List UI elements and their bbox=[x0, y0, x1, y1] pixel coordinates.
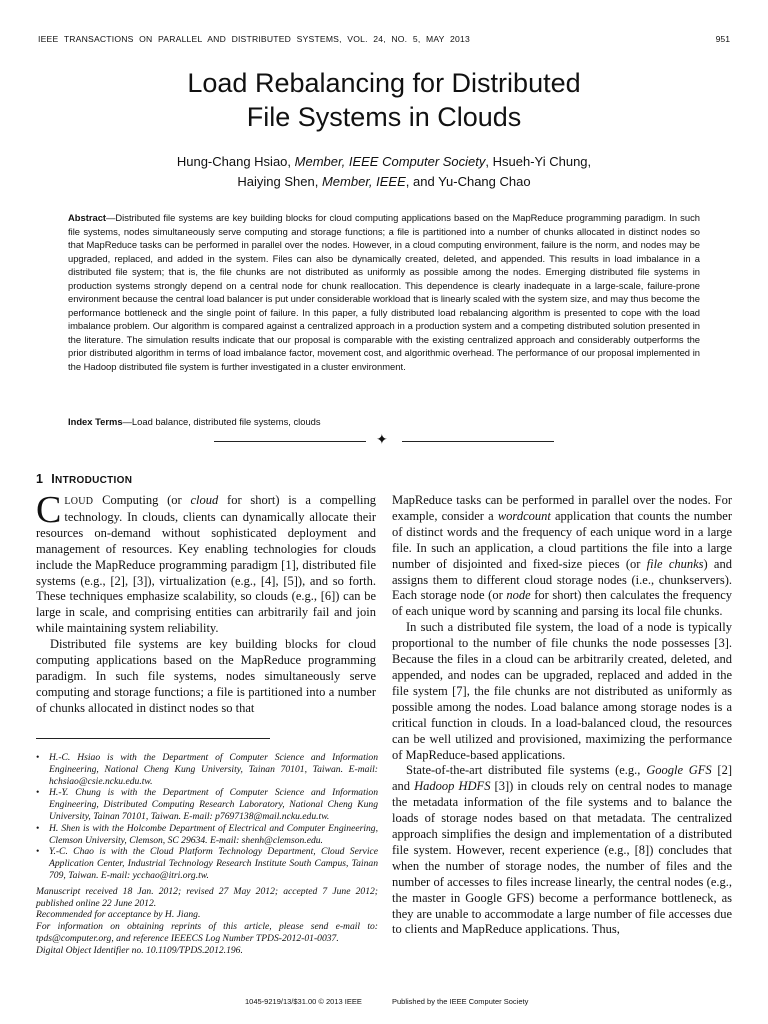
author-shen: Haiying Shen, bbox=[237, 174, 319, 189]
recommended-by: Recommended for acceptance by H. Jiang. bbox=[36, 909, 201, 921]
running-header-journal: IEEE TRANSACTIONS ON PARALLEL AND DISTRIBUTED SYSTEMS, VOL. 24, NO. 5, MAY 2013 bbox=[38, 34, 470, 44]
divider-diamond-icon: ✦ bbox=[376, 433, 388, 448]
index-terms-label: Index Terms bbox=[68, 416, 123, 427]
author-line-1 bbox=[0, 152, 768, 172]
paper-title-line-2: File Systems in Clouds bbox=[246, 102, 522, 132]
section-title-initial: I bbox=[51, 472, 56, 486]
footnote-affiliation bbox=[36, 846, 378, 881]
drop-cap: C bbox=[36, 489, 62, 531]
manuscript-dates: Manuscript received 18 Jan. 2012; revised 27 May 2012; accepted 7 June 2012; published online 22 June 2012. bbox=[36, 885, 378, 909]
index-terms bbox=[68, 415, 700, 428]
abstract bbox=[68, 211, 700, 373]
right-column bbox=[392, 493, 732, 938]
paragraph: Distributed file systems are key building blocks for cloud computing applications based on the MapReduce programming paradigm. In such file systems, nodes simultaneously serve computing and storage functions; a file is partitioned into a number of chunks allocated in distinct nodes so that bbox=[36, 637, 376, 715]
author-hsiao-role: Member, IEEE Computer Society bbox=[294, 154, 486, 169]
paragraph: In such a distributed file system, the load of a node is typically proportional to the number of file chunks the node possesses [3]. Because the files in a cloud can be arbitrarily created, deleted, and appended, and nodes can be upgraded, replaced and added in the file system [7], the file chunks are not distributed as uniformly as possible among the nodes. Load balance among storage nodes is a critical function in clouds. In a load-balanced cloud, the resources can be well utilized and provisioned, maximizing the performance of MapReduce-based applications. bbox=[392, 620, 732, 762]
text-run: application that counts the number of distinct words and the frequency of each unique word in a large file. In such an application, a cloud partitions the file into a large number of disjointed and fixed-size pieces (or bbox=[392, 508, 732, 571]
text-run: ) and assigns them to different cloud storage nodes (i.e., chunkservers). Each storage node (or bbox=[392, 556, 732, 603]
text-run: for short) then calculates the frequency of each unique word by scanning and parsing its local file chunks. bbox=[392, 588, 733, 619]
copyright-notice: 1045-9219/13/$31.00 © 2013 IEEE bbox=[245, 997, 362, 1006]
author-hsiao: Hung-Chang Hsiao, bbox=[176, 154, 292, 169]
left-column bbox=[36, 489, 376, 717]
footnote-text: H.-Y. Chung is with the Department of Computer Science and Information Engineering, Distributed Computing Research Laboratory, National Cheng Kung University, Tainan 70101, Taiwan. E-mail: p7697138@mail.ncku.edu.tw. bbox=[49, 787, 378, 822]
text-run: MapReduce tasks can be performed in parallel over the nodes. For example, consider a bbox=[392, 493, 732, 523]
section-number: 1 bbox=[36, 472, 44, 486]
index-terms-text: —Load balance, distributed file systems, clouds bbox=[122, 416, 321, 427]
text-run: Computing (or bbox=[93, 493, 191, 507]
divider-rule-right bbox=[402, 441, 554, 442]
emphasis: node bbox=[506, 588, 531, 603]
emphasis: file chunks bbox=[646, 556, 704, 571]
emphasis: wordcount bbox=[497, 508, 551, 523]
text-run: for short) is a compelling technology. In clouds, clients can dynamically allocate their resources on-demand without sophisticated deployment and management of resources. Key enabling technologies for clouds include the MapReduce programming paradigm [1], distributed file systems (e.g., [2], [3]), virtualization (e.g., [4], [5]), and so forth. These techniques emphasize scalability, so clouds (e.g., [6]) can be large in scale, and comprising entities can arbitrarily fail and join while maintaining system reliability. bbox=[36, 493, 376, 636]
footnotes bbox=[36, 752, 378, 957]
small-caps-word: LOUD bbox=[64, 496, 94, 507]
paragraph bbox=[392, 763, 732, 938]
publisher-notice: Published by the IEEE Computer Society bbox=[392, 997, 529, 1006]
footnote-rule bbox=[36, 738, 270, 739]
abstract-label: Abstract bbox=[68, 212, 107, 223]
footnote-text: H. Shen is with the Holcombe Department of Electrical and Computer Engineering, Clemson University, Clemson, SC 29634. E-mail: shenh@clemson.edu. bbox=[49, 822, 378, 846]
emphasis: Hadoop HDFS bbox=[414, 779, 491, 794]
footnote-text: Y.-C. Chao is with the Cloud Platform Technology Department, Cloud Service Application Center, Industrial Technology Research Institute South Campus, Tainan 709, Taiwan. E-mail: ycchao@itri.org.tw. bbox=[49, 846, 378, 881]
emphasis: Google GFS bbox=[646, 763, 712, 778]
reprint-info: For information on obtaining reprints of this article, please send e-mail to: tpds@computer.org, and reference IEEECS Log Number TPDS-2012-01-0037. bbox=[36, 921, 378, 944]
paper-title bbox=[0, 66, 768, 134]
author-chung: , Hsueh-Yi Chung, bbox=[485, 154, 592, 169]
emphasis: cloud bbox=[190, 493, 219, 507]
footnote-affiliation bbox=[36, 787, 378, 822]
footnote-affiliation bbox=[36, 752, 378, 787]
footnote-text: H.-C. Hsiao is with the Department of Computer Science and Information Engineering, National Cheng Kung University, Tainan 70101, Taiwan. E-mail: hchsiao@csie.ncku.edu.tw. bbox=[49, 752, 378, 787]
divider-rule-left bbox=[214, 441, 366, 442]
paragraph bbox=[392, 493, 732, 620]
paper-title-line-1: Load Rebalancing for Distributed bbox=[187, 68, 581, 98]
bullet-icon: • bbox=[36, 846, 40, 858]
page-number: 951 bbox=[715, 34, 730, 44]
bullet-icon: • bbox=[36, 822, 40, 834]
author-line-2 bbox=[0, 172, 768, 192]
author-list bbox=[0, 152, 768, 192]
footnote-affiliation bbox=[36, 823, 378, 847]
author-chao: , and Yu-Chang Chao bbox=[405, 174, 531, 189]
text-run: State-of-the-art distributed file systems (e.g., bbox=[406, 763, 647, 778]
author-shen-role: Member, IEEE bbox=[321, 174, 406, 189]
bullet-icon: • bbox=[36, 787, 40, 799]
paragraph bbox=[36, 489, 376, 637]
text-run: [2] and bbox=[392, 763, 732, 794]
text-run: [3]) in clouds rely on central nodes to manage the metadata information of the file systems and to balance the loads of storage nodes based on that metadata. The centralized approach simplifies the design and implementation of a distributed file system. However, recent experience (e.g., [8]) concludes that when the number of storage nodes, the number of files and the number of accesses to files increase linearly, the central nodes (e.g., the master in Google GFS) become a performance bottleneck, as they are unable to accommodate a large number of file accesses due to clients and MapReduce applications. Thus, bbox=[392, 779, 732, 937]
abstract-text: —Distributed file systems are key building blocks for cloud computing applications based on the MapReduce programming paradigm. In such file systems, nodes simultaneously serve computing and storage functions; a file is partitioned into a number of chunks allocated in distinct nodes so that MapReduce tasks can be performed in parallel over the nodes. However, in a cloud computing environment, failure is the norm, and nodes may be upgraded, replaced, and added in the system. Files can also be dynamically created, deleted, and appended. This results in load imbalance in a distributed file system; that is, the file chunks are not distributed as uniformly as possible among the nodes. Emerging distributed file systems in production systems strongly depend on a central node for chunk reallocation. This dependence is clearly inadequate in a large-scale, failure-prone environment because the central load balancer is put under considerable workload that is linearly scaled with the system size, and may thus become the performance bottleneck and the single point of failure. In this paper, a fully distributed load rebalancing algorithm is presented to cope with the load imbalance problem. Our algorithm is compared against a centralized approach in a production system and a competing distributed solution presented in the literature. The simulation results indicate that our proposal is comparable with the existing centralized approach and considerably outperforms the prior distributed algorithm in terms of load imbalance factor, movement cost, and algorithmic overhead. The performance of our proposal implemented in the Hadoop distributed file system is further investigated in a cluster environment. bbox=[68, 212, 700, 372]
bullet-icon: • bbox=[36, 752, 40, 763]
section-title-rest: NTRODUCTION bbox=[55, 475, 133, 486]
doi: Digital Object Identifier no. 10.1109/TPDS.2012.196. bbox=[36, 944, 243, 956]
section-heading bbox=[36, 472, 132, 486]
